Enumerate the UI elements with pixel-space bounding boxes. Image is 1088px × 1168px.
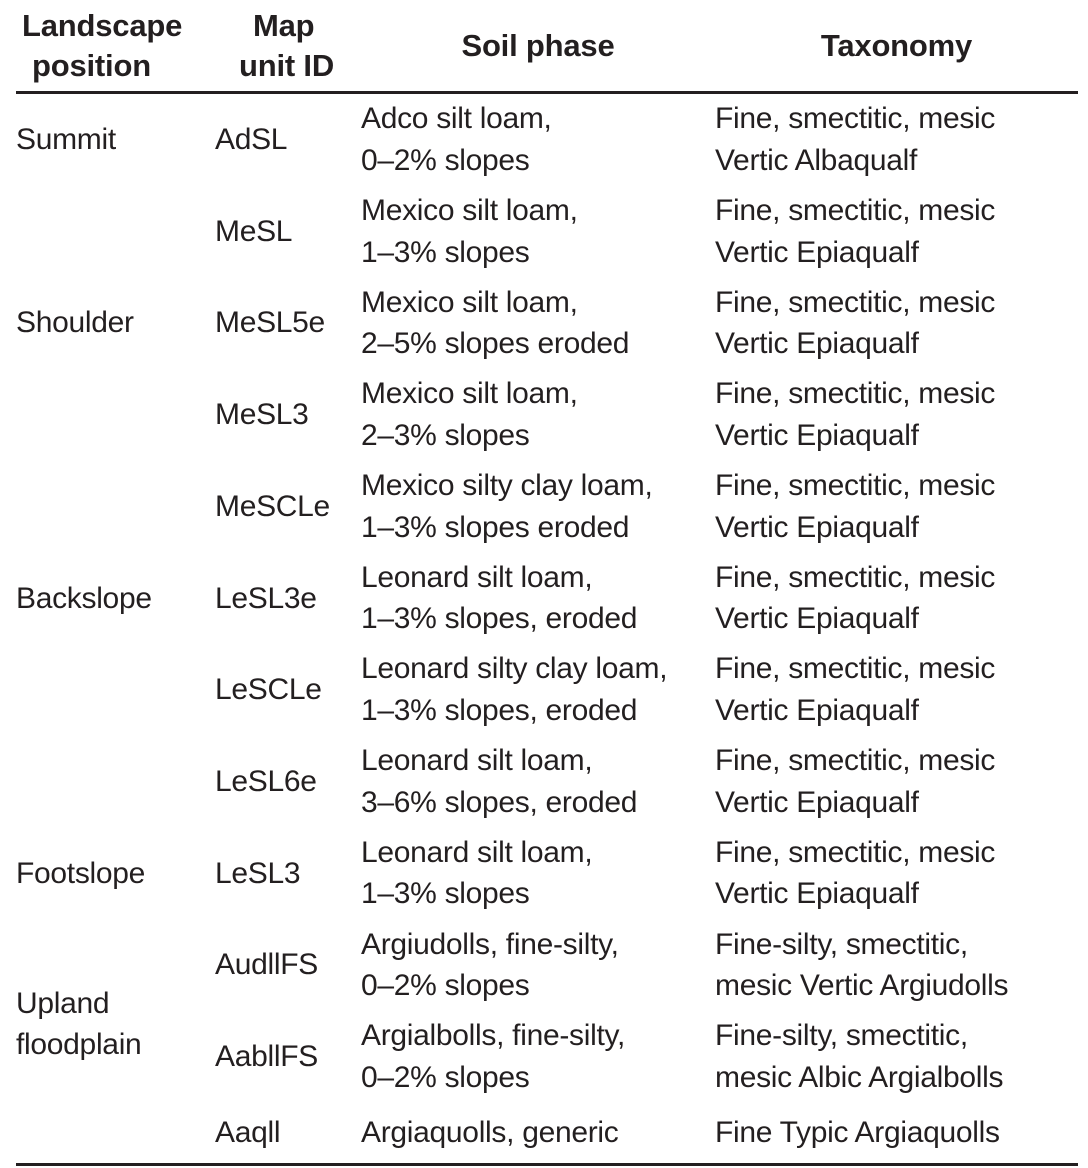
taxonomy-cell xyxy=(715,644,1078,736)
table-row xyxy=(16,1103,1078,1165)
soil-phase-line: 2–5% slopes eroded xyxy=(361,327,630,361)
taxonomy-line: Vertic Epiaqualf xyxy=(715,785,919,819)
landscape-position-cell xyxy=(16,369,215,461)
header-line: Landscape xyxy=(22,7,183,43)
landscape-position-cell xyxy=(16,736,215,828)
soil-phase-cell xyxy=(361,93,715,186)
taxonomy-cell xyxy=(715,1011,1078,1103)
landscape-position-cell: Shoulder xyxy=(16,306,134,340)
soil-phase-line: 1–3% slopes xyxy=(361,235,530,269)
header-line: Map xyxy=(253,7,315,43)
map-unit-id-cell: AudllFS xyxy=(215,948,318,982)
map-unit-id-cell: Aaqll xyxy=(215,1103,361,1165)
soil-phase-cell xyxy=(361,186,715,278)
soil-phase-line: 0–2% slopes xyxy=(361,1060,530,1094)
map-unit-id-cell: MeSL5e xyxy=(215,306,325,340)
landscape-position-cell xyxy=(16,461,215,553)
table-row xyxy=(16,93,1078,186)
table-header xyxy=(16,0,1078,93)
taxonomy-cell xyxy=(715,1103,1078,1165)
soil-phase-line: Leonard silt loam, xyxy=(361,744,593,778)
header-map-unit-id xyxy=(215,0,361,93)
taxonomy-cell xyxy=(715,186,1078,278)
taxonomy-line: Vertic Epiaqualf xyxy=(715,235,919,269)
table-row xyxy=(16,828,1078,920)
soil-phase-cell xyxy=(361,461,715,553)
soil-map-unit-table-container xyxy=(16,0,1078,1166)
map-unit-id-cell: LeSL6e xyxy=(215,764,317,798)
taxonomy-line: Vertic Epiaqualf xyxy=(715,510,919,544)
taxonomy-line: Fine, smectitic, mesic xyxy=(715,469,996,503)
map-unit-id-cell: MeSL3 xyxy=(215,398,309,432)
table-row xyxy=(16,461,1078,553)
soil-phase-line: Argiaquolls, generic xyxy=(361,1115,619,1149)
soil-phase-line: 3–6% slopes, eroded xyxy=(361,785,638,819)
table-row xyxy=(16,552,1078,644)
taxonomy-cell xyxy=(715,919,1078,1011)
soil-phase-line: Mexico silt loam, xyxy=(361,377,578,411)
soil-phase-line: 1–3% slopes, eroded xyxy=(361,693,638,727)
landscape-position-cell: Summit xyxy=(16,123,116,157)
soil-phase-line: Leonard silt loam, xyxy=(361,560,593,594)
map-unit-id-cell: AabllFS xyxy=(215,1039,318,1073)
map-unit-id-cell: AdSL xyxy=(215,123,288,157)
taxonomy-line: Fine, smectitic, mesic xyxy=(715,652,996,686)
table-row xyxy=(16,1011,1078,1103)
taxonomy-line: Fine-silty, smectitic, xyxy=(715,927,968,961)
soil-phase-line: Argiudolls, fine-silty, xyxy=(361,927,619,961)
landscape-position-cell: Footslope xyxy=(16,856,146,890)
map-unit-id-cell: LeSCLe xyxy=(215,673,322,707)
taxonomy-line: Fine-silty, smectitic, xyxy=(715,1019,968,1053)
taxonomy-line: Vertic Epiaqualf xyxy=(715,602,919,636)
taxonomy-line: Fine, smectitic, mesic xyxy=(715,835,996,869)
soil-phase-cell xyxy=(361,919,715,1011)
soil-phase-line: 1–3% slopes eroded xyxy=(361,510,630,544)
table-row xyxy=(16,277,1078,369)
taxonomy-line: Fine, smectitic, mesic xyxy=(715,377,996,411)
table-row xyxy=(16,186,1078,278)
map-unit-id-cell: LeSL3 xyxy=(215,856,301,890)
soil-phase-line: Mexico silt loam, xyxy=(361,194,578,228)
taxonomy-cell xyxy=(715,277,1078,369)
taxonomy-cell xyxy=(715,461,1078,553)
soil-phase-line: Mexico silt loam, xyxy=(361,285,578,319)
taxonomy-cell xyxy=(715,369,1078,461)
taxonomy-cell xyxy=(715,552,1078,644)
soil-phase-cell xyxy=(361,552,715,644)
soil-phase-cell xyxy=(361,1011,715,1103)
header-line: position xyxy=(32,47,151,83)
taxonomy-line: Vertic Epiaqualf xyxy=(715,418,919,452)
landscape-position-cell: Backslope xyxy=(16,581,152,615)
taxonomy-line: Fine, smectitic, mesic xyxy=(715,102,996,136)
taxonomy-line: mesic Albic Argialbolls xyxy=(715,1060,1004,1094)
table-row xyxy=(16,644,1078,736)
taxonomy-line: Vertic Epiaqualf xyxy=(715,693,919,727)
soil-phase-line: Adco silt loam, xyxy=(361,102,552,136)
soil-phase-line: 1–3% slopes, eroded xyxy=(361,602,638,636)
taxonomy-line: Fine Typic Argiaquolls xyxy=(715,1115,1000,1149)
landscape-position-cell xyxy=(16,186,215,278)
taxonomy-line: mesic Vertic Argiudolls xyxy=(715,969,1009,1003)
table-row xyxy=(16,736,1078,828)
soil-phase-line: Leonard silty clay loam, xyxy=(361,652,668,686)
soil-map-unit-table xyxy=(16,0,1078,1166)
soil-phase-line: Leonard silt loam, xyxy=(361,835,593,869)
map-unit-id-cell: LeSL3e xyxy=(215,581,317,615)
soil-phase-line: 0–2% slopes xyxy=(361,143,530,177)
header-row xyxy=(16,0,1078,93)
header-landscape-position xyxy=(16,0,215,93)
taxonomy-line: Fine, smectitic, mesic xyxy=(715,744,996,778)
landscape-position-line: Upland xyxy=(16,986,110,1020)
landscape-position-cell xyxy=(16,1103,215,1165)
taxonomy-line: Fine, smectitic, mesic xyxy=(715,194,996,228)
soil-phase-line: 1–3% slopes xyxy=(361,877,530,911)
table-row xyxy=(16,369,1078,461)
soil-phase-cell xyxy=(361,828,715,920)
soil-phase-cell xyxy=(361,736,715,828)
soil-phase-cell xyxy=(361,644,715,736)
soil-phase-cell xyxy=(361,1103,715,1165)
taxonomy-line: Vertic Epiaqualf xyxy=(715,327,919,361)
soil-phase-line: Mexico silty clay loam, xyxy=(361,469,653,503)
taxonomy-cell xyxy=(715,828,1078,920)
soil-phase-cell xyxy=(361,369,715,461)
taxonomy-line: Fine, smectitic, mesic xyxy=(715,285,996,319)
soil-phase-line: Argialbolls, fine-silty, xyxy=(361,1019,626,1053)
landscape-position-cell xyxy=(16,644,215,736)
map-unit-id-cell: MeSCLe xyxy=(215,489,330,523)
table-body xyxy=(16,93,1078,1165)
map-unit-id-cell: MeSL xyxy=(215,214,293,248)
landscape-position-cell xyxy=(16,986,215,1103)
soil-phase-line: 2–3% slopes xyxy=(361,418,530,452)
taxonomy-line: Vertic Epiaqualf xyxy=(715,877,919,911)
landscape-position-line: floodplain xyxy=(16,1028,142,1062)
soil-phase-cell xyxy=(361,277,715,369)
taxonomy-cell xyxy=(715,736,1078,828)
taxonomy-line: Vertic Albaqualf xyxy=(715,143,918,177)
taxonomy-cell xyxy=(715,93,1078,186)
taxonomy-line: Fine, smectitic, mesic xyxy=(715,560,996,594)
header-soil-phase: Soil phase xyxy=(361,0,715,93)
soil-phase-line: 0–2% slopes xyxy=(361,969,530,1003)
header-line: unit ID xyxy=(239,47,335,83)
header-taxonomy: Taxonomy xyxy=(715,0,1078,93)
